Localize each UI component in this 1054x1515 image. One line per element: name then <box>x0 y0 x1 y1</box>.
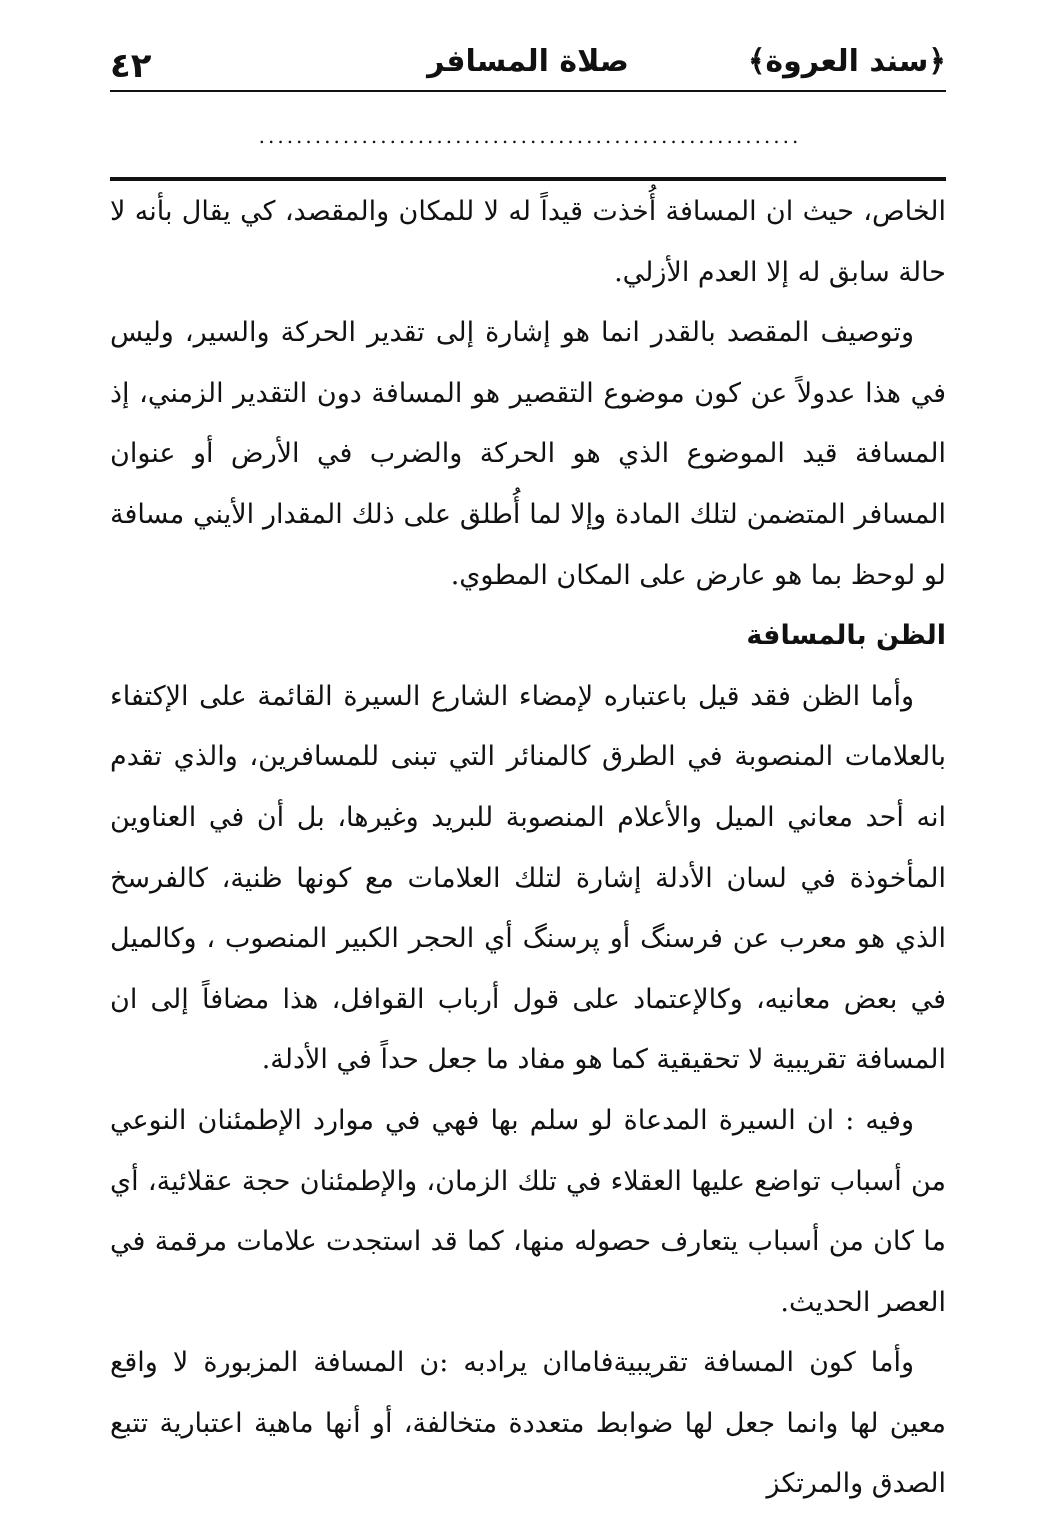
paragraph: وأما الظن فقد قيل باعتباره لإمضاء الشارع السيرة القائمة على الإكتفاء بالعلامات المنصوبة في الطرق كالمنائر التي تبنى للمسافرين، والذي تقدم انه أحد معاني الميل والأعلام المنصوبة للبريد وغيرها، بل أن في العناوين المأخوذة في لسان الأدلة إشارة لتلك العلامات مع كونها ظنية، كالفرسخ الذي هو معرب عن فرسنگ أو پرسنگ أي الحجر الكبير المنصوب ، وكالميل في بعض معانيه، وكالإعتماد على قول أرباب القوافل، هذا مضافاً إلى ان المسافة تقريبية لا تحقيقية كما هو مفاد ما جعل حداً في الأدلة. <box>110 680 946 1076</box>
paragraph: وأما كون المسافة تقريبيةفاماان يرادبه :ن المسافة المزبورة لا واقع معين لها وانما جعل لها ضوابط متعددة متخالفة، أو أنها ماهية اعتبارية تتبع الصدق والمرتكز <box>110 1347 946 1500</box>
paragraph: وفيه : ان السيرة المدعاة لو سلم بها فهي في موارد الإطمئنان النوعي من أسباب تواضع عليها العقلاء في تلك الزمان، والإطمئنان حجة عقلائية، أي ما كان من أسباب يتعارف حصوله منها، كما قد استجدت علامات مرقمة في العصر الحديث. <box>110 1104 946 1318</box>
paragraph: وتوصيف المقصد بالقدر انما هو إشارة إلى تقدير الحركة والسير، وليس في هذا عدولاً عن كون موضوع التقصير هو المسافة دون التقدير الزمني، إذ المسافة قيد الموضوع الذي هو الحركة والضرب في الأرض أو عنوان المسافر المتضمن لتلك المادة وإلا لما أُطلق على ذلك المقدار الأيني مسافة لو لوحظ بما هو عارض على المكان المطوي. <box>110 317 946 591</box>
page-number: ٤٢ <box>110 46 152 86</box>
section-heading: الظن بالمسافة <box>746 620 946 652</box>
chapter-title: صلاة المسافر <box>427 44 629 79</box>
dotted-divider: .......................................................... <box>258 126 802 146</box>
header-rule <box>110 90 946 92</box>
page-body <box>110 182 946 1515</box>
running-header <box>110 38 946 90</box>
paragraph: الخاص، حيث ان المسافة أُخذت قيداً له لا للمكان والمقصد، كي يقال بأنه لا حالة سابق له إلا العدم الأزلي. <box>110 196 946 288</box>
book-title: ﴿سند العروة﴾ <box>747 44 946 79</box>
footnote-separator <box>110 177 946 181</box>
